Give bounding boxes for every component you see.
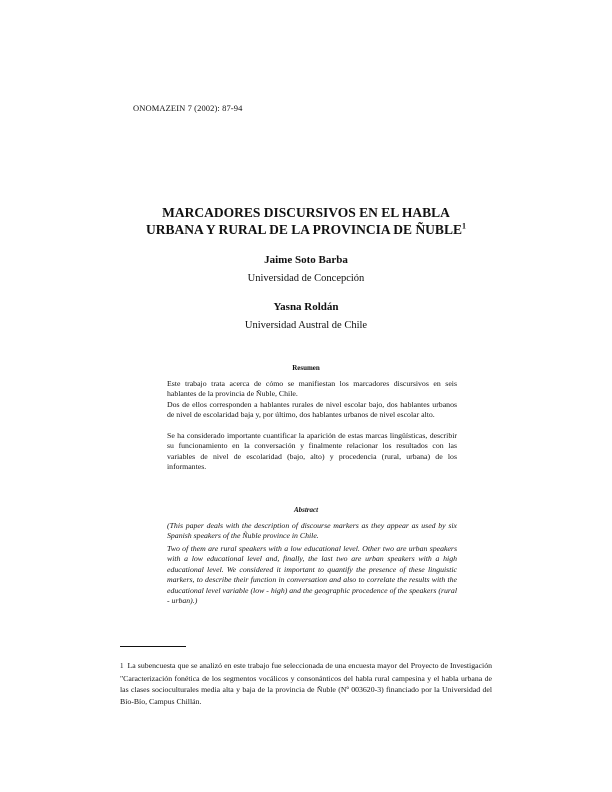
abstract-heading: Abstract [293, 506, 319, 514]
author-affiliation: Universidad de Concepción [247, 273, 365, 284]
abstract-paragraph: Two of them are rural speakers with a low educational level. Other two are urban speakers with a low educational level and, finally, the last two are urban speakers with a high educational level. We considered it important to quantify the presence of these linguistic markers, to describe their function in conversation and also to correlate the results with the educational level variable (low - high) and the geographic procedence of the speakers (rural - urban).) [167, 544, 457, 606]
author-name: Yasna Roldán [273, 301, 339, 313]
footnote-text: La subencuesta que se analizó en este trabajo fue seleccionada de una encuesta mayor del Proyecto de Investigación "Caracterización fonética de los segmentos vocálicos y consonánticos del habla rural campesina y el habla urbana de las clases socioculturales media alta y baja de la provincia de Ñuble (Nº 003620-3) financiado por la Universidad del Bío-Bío, Campus Chillán. [120, 661, 492, 706]
resumen-paragraph: Este trabajo trata acerca de cómo se manifiestan los marcadores discursivos en seis hablantes de la provincia de Ñuble, Chile. [167, 379, 457, 399]
resumen-paragraph: Dos de ellos corresponden a hablantes rurales de nivel escolar bajo, dos hablantes urbanos de nivel de escolaridad baja y, por último, dos hablantes urbanos de nivel escolar alto. [167, 400, 457, 420]
paper-title [120, 204, 492, 238]
title-footnote-ref[interactable]: 1 [461, 221, 466, 231]
abstract-paragraph: (This paper deals with the description of discourse markers as they appear as used by six Spanish speakers of the Ñuble province in Chile. [167, 521, 457, 541]
title-line-2 [120, 221, 492, 238]
title-line-1: MARCADORES DISCURSIVOS EN EL HABLA [162, 205, 450, 220]
journal-citation: ONOMAZEIN 7 (2002): 87-94 [133, 103, 243, 113]
footnote-number: 1 [120, 662, 124, 670]
footnote [120, 660, 492, 707]
author-name: Jaime Soto Barba [264, 254, 348, 266]
resumen-heading: Resumen [292, 364, 320, 372]
resumen-paragraph: Se ha considerado importante cuantificar la aparición de estas marcas lingüísticas, describir su funcionamiento en la conversación y finalmente relacionar los resultados con las variables de nivel de escolaridad (bajo, alto) y procedencia (rural, urbana) de los informantes. [167, 431, 457, 472]
title-line-2-text: URBANA Y RURAL DE LA PROVINCIA DE ÑUBLE [146, 222, 462, 237]
author-affiliation: Universidad Austral de Chile [244, 320, 368, 331]
footnote-separator [120, 646, 186, 647]
